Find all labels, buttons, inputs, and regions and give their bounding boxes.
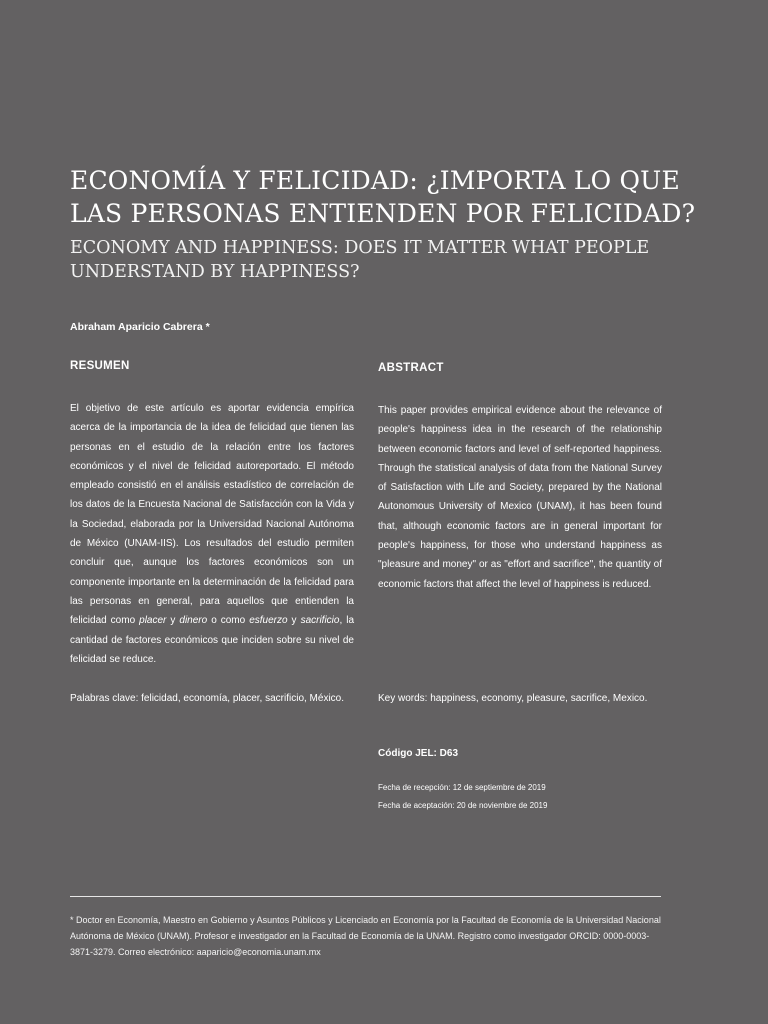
resumen-text xyxy=(70,399,354,669)
date-received: Fecha de recepción: 12 de septiembre de 2019 xyxy=(378,783,546,792)
abstract-text: This paper provides empirical evidence about the relevance of people's happiness idea in the research of the relationship between economic factors and level of self-reported happiness. Through the statistical analysis of data from the National Survey of Satisfaction with Life and Society, prepared by the National Autonomous University of Mexico (UNAM), it has been found that, although economic factors are in general important for people's happiness, for those who understand happiness as "pleasure and money" or as "effort and sacrifice", the quantity of economic factors that affect the level of happiness is reduced. xyxy=(378,405,662,590)
resumen-text-and1: y xyxy=(166,615,180,627)
article-title-english: ECONOMY AND HAPPINESS: DOES IT MATTER WHAT PEOPLE UNDERSTAND BY HAPPINESS? xyxy=(70,238,650,282)
footnote-divider xyxy=(70,896,661,897)
resumen-em-placer: placer xyxy=(139,615,167,627)
date-accepted: Fecha de aceptación: 20 de noviembre de 2019 xyxy=(378,801,548,810)
abstract-heading: ABSTRACT xyxy=(378,362,444,374)
resumen-em-sacrificio: sacrificio xyxy=(300,615,340,627)
resumen-text-and2: y xyxy=(287,615,301,627)
resumen-text-part1: El objetivo de este artículo es aportar evidencia empírica acerca de la importancia de la idea de felicidad que tienen las personas en el estudio de la relación entre los factores económicos y el nivel de felicidad autoreportado. El método empleado consistió en el análisis estadístico de correlación de los datos de la Encuesta Nacional de Satisfacción con la Vida y la Sociedad, elaborada por la Universidad Nacional Autónoma de México (UNAM-IIS). Los resultados del estudio permiten concluir que, aunque los factores económicos son un componente importante en la determinación de la felicidad para las personas en general, para aquellos que entienden la felicidad como xyxy=(70,403,354,627)
resumen-em-esfuerzo: esfuerzo xyxy=(249,615,288,627)
resumen-column xyxy=(70,360,355,704)
palabras-clave: Palabras clave: felicidad, economía, placer, sacrificio, México. xyxy=(70,693,345,704)
author-name: Abraham Aparicio Cabrera * xyxy=(70,321,210,333)
resumen-heading: RESUMEN xyxy=(70,360,130,372)
author-footnote: * Doctor en Economía, Maestro en Gobierno y Asuntos Públicos y Licenciado en Economía por la Facultad de Economía de la Universidad Nacional Autónoma de México (UNAM). Profesor e investigador en la Facultad de Economía de la UNAM. Registro como investigador ORCID: 0000-0003-3871-3279. Correo electrónico: aaparicio@economia.unam.mx xyxy=(70,915,661,957)
resumen-em-dinero: dinero xyxy=(179,615,208,627)
key-words: Key words: happiness, economy, pleasure, sacrifice, Mexico. xyxy=(378,693,648,704)
resumen-text-part2: , la cantidad de factores económicos que inciden sobre su nivel de felicidad se reduce. xyxy=(70,615,355,665)
article-title-spanish: ECONOMÍA Y FELICIDAD: ¿IMPORTA LO QUE LAS PERSONAS ENTIENDEN POR FELICIDAD? xyxy=(70,166,696,228)
jel-code: Código JEL: D63 xyxy=(378,748,459,759)
abstract-column xyxy=(378,362,662,810)
resumen-text-or: o como xyxy=(207,615,250,627)
